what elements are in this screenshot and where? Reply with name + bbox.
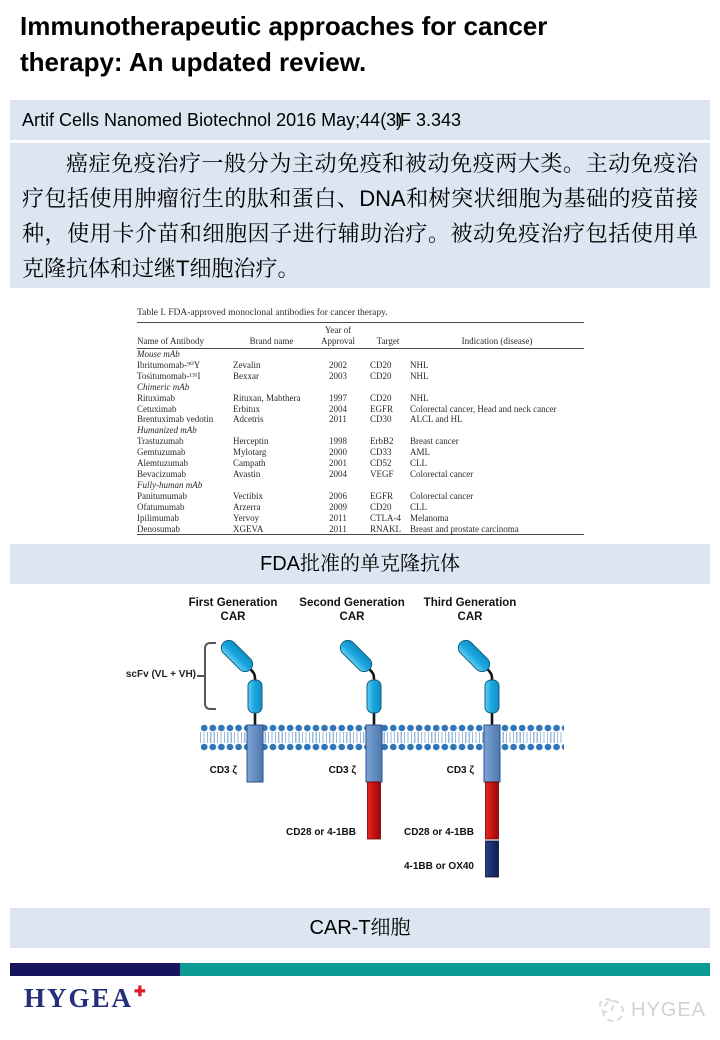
table-cell: Colorectal cancer, Head and neck cancer xyxy=(410,403,557,414)
table-cell: Trastuzumab xyxy=(137,436,184,447)
table-cell: 2001 xyxy=(329,458,347,469)
table-cell: 2011 xyxy=(329,414,347,425)
table-cell: CD52 xyxy=(370,458,392,469)
table-cell: Tositumomab-¹³¹I xyxy=(137,370,201,381)
gen1-cd3-label: CD3 ζ xyxy=(209,765,237,776)
table-cell: Bevacizumab xyxy=(137,468,186,479)
table-cell: XGEVA xyxy=(233,523,264,534)
gen3-title: Third Generation xyxy=(423,597,517,609)
table-group-label: Mouse mAb xyxy=(137,349,180,359)
table-cell: RNAKL xyxy=(370,523,401,534)
table-cell: Campath xyxy=(233,458,266,469)
gen3-subtitle: CAR xyxy=(457,611,483,623)
table-cell: Rituximab xyxy=(137,392,175,403)
table-cell: NHL xyxy=(410,359,429,370)
table-row xyxy=(137,458,584,469)
table-row xyxy=(137,393,584,404)
table-cell: Cetuximab xyxy=(137,403,177,414)
table-row xyxy=(137,360,584,371)
table-group-row xyxy=(137,382,584,393)
table-cell: Breast and prostate carcinoma xyxy=(410,523,519,534)
col-target: Target xyxy=(366,323,410,349)
table-cell: AML xyxy=(410,447,430,458)
table-row xyxy=(137,491,584,502)
gen3-costim2-label: 4-1BB or OX40 xyxy=(403,861,474,872)
table-cell: 2009 xyxy=(329,501,347,512)
table-cell: Herceptin xyxy=(233,436,269,447)
table-cell: Melanoma xyxy=(410,512,449,523)
table-cell: 1997 xyxy=(329,392,347,403)
footer-teal-bar xyxy=(180,963,710,976)
diagram-caption: CAR-T细胞 xyxy=(10,908,710,948)
table-cell: VEGF xyxy=(370,468,394,479)
car-unit-1 xyxy=(215,632,295,882)
table-cell: Adcetris xyxy=(233,414,264,425)
car-unit-3 xyxy=(452,632,532,882)
antibody-table xyxy=(137,307,584,535)
table-group-row xyxy=(137,425,584,436)
table-cell: Gemtuzumab xyxy=(137,447,186,458)
table-cell: EGFR xyxy=(370,490,394,501)
col-name: Name of Antibody xyxy=(137,323,233,349)
table-row xyxy=(137,502,584,513)
table-cell: Zevalin xyxy=(233,359,261,370)
table-cell: Avastin xyxy=(233,468,261,479)
scfv-tick xyxy=(197,675,204,677)
table-cell: Ibritumomab-⁹⁰Y xyxy=(137,359,201,370)
hygea-watermark-icon xyxy=(602,1000,624,1022)
col-year: Year of Approval xyxy=(310,323,366,349)
table-row xyxy=(137,469,584,480)
table-title: Table I. FDA-approved monoclonal antibodies for cancer therapy. xyxy=(137,307,584,323)
table-cell: 2011 xyxy=(329,512,347,523)
gen2-cd3-label: CD3 ζ xyxy=(328,765,356,776)
table-row xyxy=(137,404,584,415)
abstract-text: 癌症免疫治疗一般分为主动免疫和被动免疫两大类。主动免疫治疗包括使用肿瘤衍生的肽和蛋白、DNA和树突状细胞为基础的疫苗接种，使用卡介苗和细胞因子进行辅助治疗。被动免疫治疗包括使用单克隆抗体和过继T细胞治疗。 xyxy=(10,143,710,288)
scfv-label: scFv (VL + VH) xyxy=(125,669,196,680)
table-group-label: Chimeric mAb xyxy=(137,381,190,392)
table-cell: CD33 xyxy=(370,447,392,458)
gen1-title: First Generation xyxy=(188,597,278,609)
table-row xyxy=(137,447,584,458)
table-cell: Denosumab xyxy=(137,523,180,534)
table-cell: 2006 xyxy=(329,490,347,501)
page-title: Immunotherapeutic approaches for cancer therapy: An updated review. xyxy=(20,11,548,77)
table-cell: CD30 xyxy=(370,414,392,425)
table-row xyxy=(137,414,584,425)
col-indication: Indication (disease) xyxy=(410,323,584,349)
gen3-cd3-label: CD3 ζ xyxy=(446,765,474,776)
table-group-label: Fully-human mAb xyxy=(137,479,203,490)
journal-bar xyxy=(10,100,710,140)
table-row xyxy=(137,371,584,382)
table-group-label: Humanized mAb xyxy=(137,425,197,436)
car-diagram xyxy=(0,590,720,908)
gen1-subtitle: CAR xyxy=(220,611,246,623)
table-cell: CD20 xyxy=(370,359,392,370)
table-cell: 2000 xyxy=(329,447,347,458)
table-cell: Mylotarg xyxy=(233,447,267,458)
footer-navy-bar xyxy=(10,963,180,976)
table-cell: Bexxar xyxy=(233,370,259,381)
table-cell: 2003 xyxy=(329,370,347,381)
table-cell: 1998 xyxy=(329,436,347,447)
table-cell: CD20 xyxy=(370,370,392,381)
car-unit-2 xyxy=(334,632,414,882)
gen2-title: Second Generation xyxy=(299,597,405,609)
col-brand: Brand name xyxy=(233,323,310,349)
journal-citation: Artif Cells Nanomed Biotechnol 2016 May;44(3) xyxy=(22,110,403,130)
table-group-row xyxy=(137,349,584,360)
antibody-table-body xyxy=(137,349,584,535)
table-cell: 2011 xyxy=(329,523,347,534)
table-group-row xyxy=(137,480,584,491)
table-cell: Brentuximab vedotin xyxy=(137,414,214,425)
hygea-logo xyxy=(24,983,146,1014)
table-cell: ALCL and HL xyxy=(410,414,463,425)
table-cell: Panitumumab xyxy=(137,490,187,501)
table-cell: Erbitux xyxy=(233,403,260,414)
table-cell: ErbB2 xyxy=(370,436,394,447)
table-cell: Colorectal cancer xyxy=(410,468,474,479)
table-cell: CTLA-4 xyxy=(370,512,401,523)
table-row xyxy=(137,513,584,524)
table-cell: Yervoy xyxy=(233,512,260,523)
table-cell: NHL xyxy=(410,392,429,403)
table-cell: CD20 xyxy=(370,501,392,512)
table-cell: 2004 xyxy=(329,403,347,414)
table-caption: FDA批准的单克隆抗体 xyxy=(10,544,710,584)
antibody-table-grid xyxy=(137,323,584,535)
table-row xyxy=(137,524,584,535)
gen3-header xyxy=(400,596,540,624)
impact-factor: IF 3.343 xyxy=(395,110,462,130)
gen2-costim1-label: CD28 or 4-1BB xyxy=(285,827,356,838)
red-cross-icon: ✚ xyxy=(134,985,146,1000)
table-cell: CLL xyxy=(410,501,427,512)
table-row xyxy=(137,436,584,447)
table-cell: 2002 xyxy=(329,359,347,370)
table-cell: Alemtuzumab xyxy=(137,458,188,469)
table-cell: NHL xyxy=(410,370,429,381)
table-header-row xyxy=(137,323,584,349)
table-cell: Rituxan, Mabthera xyxy=(233,392,301,403)
table-cell: Arzerra xyxy=(233,501,261,512)
table-cell: Breast cancer xyxy=(410,436,459,447)
table-cell: CD20 xyxy=(370,392,392,403)
gen2-subtitle: CAR xyxy=(339,611,365,623)
table-cell: Colorectal cancer xyxy=(410,490,474,501)
table-cell: 2004 xyxy=(329,468,347,479)
table-cell: Ofatumumab xyxy=(137,501,185,512)
hygea-watermark xyxy=(602,999,706,1022)
gen3-costim1-label: CD28 or 4-1BB xyxy=(403,827,474,838)
hygea-logo-text: HYGEA xyxy=(24,983,134,1013)
hygea-watermark-text: HYGEA xyxy=(631,999,707,1021)
table-cell: Ipilimumab xyxy=(137,512,179,523)
table-cell: EGFR xyxy=(370,403,394,414)
table-cell: Vectibix xyxy=(233,490,263,501)
table-cell: CLL xyxy=(410,458,427,469)
